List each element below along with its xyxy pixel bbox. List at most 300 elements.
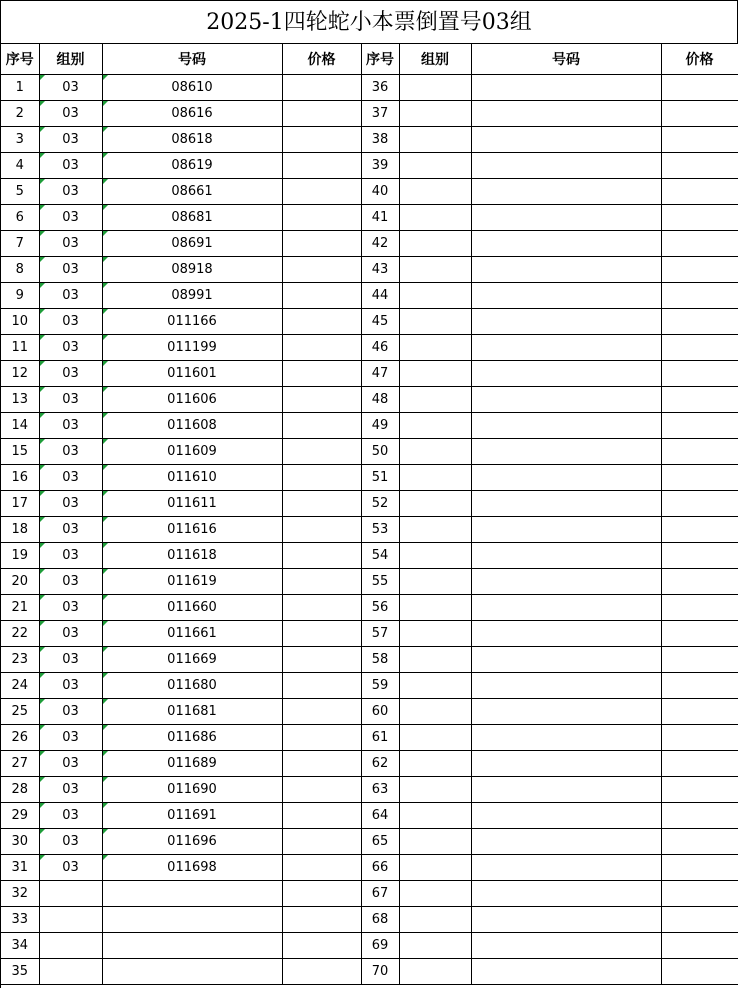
cell-right-code[interactable] [471, 309, 661, 335]
cell-right-group[interactable] [399, 569, 471, 595]
cell-left-price[interactable] [282, 595, 361, 621]
cell-right-price[interactable] [661, 725, 738, 751]
cell-right-code[interactable] [471, 699, 661, 725]
cell-left-code[interactable]: 08618 [102, 127, 282, 153]
cell-left-group[interactable]: 03 [39, 621, 102, 647]
cell-right-price[interactable] [661, 569, 738, 595]
cell-right-no[interactable]: 65 [361, 829, 399, 855]
cell-right-group[interactable] [399, 725, 471, 751]
cell-left-group[interactable]: 03 [39, 283, 102, 309]
cell-left-code[interactable]: 011696 [102, 829, 282, 855]
cell-left-no[interactable]: 17 [1, 491, 39, 517]
cell-right-group[interactable] [399, 127, 471, 153]
cell-left-no[interactable]: 2 [1, 101, 39, 127]
cell-left-no[interactable]: 27 [1, 751, 39, 777]
cell-right-code[interactable] [471, 855, 661, 881]
cell-right-group[interactable] [399, 751, 471, 777]
cell-left-price[interactable] [282, 699, 361, 725]
cell-right-code[interactable] [471, 517, 661, 543]
table-row [1, 335, 738, 361]
cell-left-group[interactable]: 03 [39, 569, 102, 595]
cell-left-price[interactable] [282, 439, 361, 465]
cell-right-code[interactable] [471, 569, 661, 595]
cell-left-code[interactable]: 011681 [102, 699, 282, 725]
cell-right-code[interactable] [471, 75, 661, 101]
cell-right-price[interactable] [661, 257, 738, 283]
cell-right-group[interactable] [399, 595, 471, 621]
cell-right-price[interactable] [661, 647, 738, 673]
cell-left-code[interactable]: 011619 [102, 569, 282, 595]
cell-right-price[interactable] [661, 309, 738, 335]
cell-right-no[interactable]: 40 [361, 179, 399, 205]
cell-right-price[interactable] [661, 179, 738, 205]
cell-right-no[interactable]: 70 [361, 959, 399, 985]
cell-right-price[interactable] [661, 283, 738, 309]
cell-right-price[interactable] [661, 101, 738, 127]
cell-left-no[interactable]: 12 [1, 361, 39, 387]
cell-left-price[interactable] [282, 465, 361, 491]
cell-right-code[interactable] [471, 803, 661, 829]
cell-right-no[interactable]: 64 [361, 803, 399, 829]
cell-left-price[interactable] [282, 387, 361, 413]
cell-left-group[interactable]: 03 [39, 257, 102, 283]
cell-right-group[interactable] [399, 543, 471, 569]
cell-right-code[interactable] [471, 231, 661, 257]
cell-left-code[interactable]: 08991 [102, 283, 282, 309]
cell-left-group[interactable]: 03 [39, 387, 102, 413]
cell-left-code[interactable]: 08619 [102, 153, 282, 179]
cell-right-code[interactable] [471, 439, 661, 465]
header-right-no: 序号 [361, 44, 399, 75]
cell-right-code[interactable] [471, 777, 661, 803]
cell-right-no[interactable]: 49 [361, 413, 399, 439]
table-row [1, 595, 738, 621]
cell-right-code[interactable] [471, 491, 661, 517]
table-row [1, 387, 738, 413]
cell-left-no[interactable]: 9 [1, 283, 39, 309]
cell-right-price[interactable] [661, 855, 738, 881]
cell-left-no[interactable]: 23 [1, 647, 39, 673]
cell-right-code[interactable] [471, 127, 661, 153]
cell-left-code[interactable]: 011669 [102, 647, 282, 673]
cell-left-code[interactable] [102, 907, 282, 933]
cell-left-price[interactable] [282, 803, 361, 829]
cell-left-group[interactable]: 03 [39, 491, 102, 517]
cell-right-code[interactable] [471, 335, 661, 361]
cell-left-price[interactable] [282, 75, 361, 101]
table-row [1, 361, 738, 387]
cell-left-price[interactable] [282, 361, 361, 387]
cell-left-group[interactable]: 03 [39, 413, 102, 439]
cell-right-price[interactable] [661, 543, 738, 569]
cell-right-group[interactable] [399, 153, 471, 179]
cell-left-no[interactable]: 35 [1, 959, 39, 985]
cell-left-price[interactable] [282, 855, 361, 881]
cell-left-code[interactable]: 08661 [102, 179, 282, 205]
cell-left-group[interactable]: 03 [39, 179, 102, 205]
cell-left-no[interactable]: 29 [1, 803, 39, 829]
table-row [1, 673, 738, 699]
cell-left-price[interactable] [282, 621, 361, 647]
cell-left-code[interactable]: 08691 [102, 231, 282, 257]
cell-right-price[interactable] [661, 907, 738, 933]
cell-left-price[interactable] [282, 309, 361, 335]
cell-right-price[interactable] [661, 335, 738, 361]
cell-right-code[interactable] [471, 881, 661, 907]
cell-right-no[interactable]: 56 [361, 595, 399, 621]
cell-right-no[interactable]: 69 [361, 933, 399, 959]
cell-right-group[interactable] [399, 465, 471, 491]
cell-right-no[interactable]: 66 [361, 855, 399, 881]
cell-right-price[interactable] [661, 413, 738, 439]
cell-left-code[interactable]: 011618 [102, 543, 282, 569]
cell-left-no[interactable]: 28 [1, 777, 39, 803]
cell-left-no[interactable]: 3 [1, 127, 39, 153]
cell-right-price[interactable] [661, 751, 738, 777]
cell-right-group[interactable] [399, 179, 471, 205]
cell-left-code[interactable]: 011606 [102, 387, 282, 413]
cell-left-no[interactable]: 26 [1, 725, 39, 751]
cell-right-no[interactable]: 45 [361, 309, 399, 335]
cell-left-code[interactable]: 011166 [102, 309, 282, 335]
cell-right-group[interactable] [399, 933, 471, 959]
cell-right-group[interactable] [399, 673, 471, 699]
cell-right-code[interactable] [471, 283, 661, 309]
cell-left-code[interactable]: 011609 [102, 439, 282, 465]
cell-right-group[interactable] [399, 881, 471, 907]
cell-right-price[interactable] [661, 387, 738, 413]
cell-right-group[interactable] [399, 413, 471, 439]
cell-left-no[interactable]: 13 [1, 387, 39, 413]
cell-left-no[interactable]: 8 [1, 257, 39, 283]
cell-left-price[interactable] [282, 205, 361, 231]
cell-left-price[interactable] [282, 725, 361, 751]
cell-right-no[interactable]: 55 [361, 569, 399, 595]
cell-right-code[interactable] [471, 465, 661, 491]
ticket-table [1, 44, 738, 985]
cell-left-code[interactable]: 011661 [102, 621, 282, 647]
table-row [1, 465, 738, 491]
cell-left-code[interactable] [102, 959, 282, 985]
cell-left-no[interactable]: 5 [1, 179, 39, 205]
cell-right-code[interactable] [471, 621, 661, 647]
cell-left-no[interactable]: 24 [1, 673, 39, 699]
cell-left-group[interactable]: 03 [39, 725, 102, 751]
cell-right-price[interactable] [661, 153, 738, 179]
cell-left-group[interactable]: 03 [39, 101, 102, 127]
cell-left-price[interactable] [282, 543, 361, 569]
table-row [1, 127, 738, 153]
cell-right-code[interactable] [471, 595, 661, 621]
cell-left-code[interactable]: 011691 [102, 803, 282, 829]
cell-left-group[interactable]: 03 [39, 127, 102, 153]
table-row [1, 647, 738, 673]
cell-left-group[interactable]: 03 [39, 673, 102, 699]
cell-right-code[interactable] [471, 153, 661, 179]
cell-left-price[interactable] [282, 231, 361, 257]
cell-left-no[interactable]: 33 [1, 907, 39, 933]
cell-left-no[interactable]: 4 [1, 153, 39, 179]
cell-right-group[interactable] [399, 257, 471, 283]
cell-left-no[interactable]: 16 [1, 465, 39, 491]
table-row [1, 491, 738, 517]
cell-left-code[interactable]: 011690 [102, 777, 282, 803]
cell-right-group[interactable] [399, 855, 471, 881]
cell-left-code[interactable]: 011660 [102, 595, 282, 621]
cell-right-no[interactable]: 44 [361, 283, 399, 309]
cell-right-no[interactable]: 50 [361, 439, 399, 465]
cell-right-group[interactable] [399, 699, 471, 725]
cell-left-group[interactable]: 03 [39, 829, 102, 855]
cell-left-code[interactable]: 011686 [102, 725, 282, 751]
cell-right-code[interactable] [471, 205, 661, 231]
cell-left-price[interactable] [282, 751, 361, 777]
cell-right-group[interactable] [399, 283, 471, 309]
cell-right-no[interactable]: 59 [361, 673, 399, 699]
cell-left-price[interactable] [282, 907, 361, 933]
cell-right-group[interactable] [399, 231, 471, 257]
cell-left-price[interactable] [282, 491, 361, 517]
cell-right-code[interactable] [471, 959, 661, 985]
cell-right-no[interactable]: 60 [361, 699, 399, 725]
cell-left-group[interactable]: 03 [39, 205, 102, 231]
cell-left-no[interactable]: 7 [1, 231, 39, 257]
table-row [1, 179, 738, 205]
cell-left-price[interactable] [282, 127, 361, 153]
cell-left-code[interactable] [102, 933, 282, 959]
cell-left-code[interactable]: 08610 [102, 75, 282, 101]
cell-right-group[interactable] [399, 361, 471, 387]
cell-left-price[interactable] [282, 101, 361, 127]
cell-right-price[interactable] [661, 699, 738, 725]
cell-right-code[interactable] [471, 179, 661, 205]
cell-left-no[interactable]: 31 [1, 855, 39, 881]
cell-left-group[interactable]: 03 [39, 517, 102, 543]
cell-left-group[interactable]: 03 [39, 465, 102, 491]
cell-left-group[interactable]: 03 [39, 543, 102, 569]
cell-left-no[interactable]: 1 [1, 75, 39, 101]
table-row [1, 907, 738, 933]
cell-left-code[interactable]: 011680 [102, 673, 282, 699]
cell-left-price[interactable] [282, 413, 361, 439]
cell-right-no[interactable]: 52 [361, 491, 399, 517]
cell-right-price[interactable] [661, 829, 738, 855]
cell-left-group[interactable]: 03 [39, 595, 102, 621]
cell-left-code[interactable]: 08918 [102, 257, 282, 283]
cell-left-group[interactable]: 03 [39, 361, 102, 387]
cell-left-no[interactable]: 30 [1, 829, 39, 855]
cell-right-price[interactable] [661, 777, 738, 803]
cell-left-price[interactable] [282, 153, 361, 179]
cell-right-group[interactable] [399, 777, 471, 803]
cell-left-no[interactable]: 10 [1, 309, 39, 335]
cell-right-code[interactable] [471, 413, 661, 439]
cell-right-group[interactable] [399, 335, 471, 361]
cell-left-group[interactable]: 03 [39, 153, 102, 179]
cell-left-no[interactable]: 25 [1, 699, 39, 725]
cell-right-no[interactable]: 63 [361, 777, 399, 803]
cell-right-price[interactable] [661, 205, 738, 231]
table-row [1, 959, 738, 985]
cell-left-group[interactable]: 03 [39, 231, 102, 257]
cell-right-no[interactable]: 38 [361, 127, 399, 153]
cell-left-code[interactable] [102, 881, 282, 907]
cell-right-no[interactable]: 54 [361, 543, 399, 569]
cell-right-no[interactable]: 41 [361, 205, 399, 231]
cell-left-no[interactable]: 34 [1, 933, 39, 959]
cell-right-code[interactable] [471, 361, 661, 387]
cell-right-group[interactable] [399, 205, 471, 231]
cell-left-price[interactable] [282, 257, 361, 283]
cell-right-no[interactable]: 46 [361, 335, 399, 361]
cell-left-group[interactable] [39, 959, 102, 985]
cell-left-price[interactable] [282, 647, 361, 673]
cell-left-code[interactable]: 011616 [102, 517, 282, 543]
cell-right-group[interactable] [399, 829, 471, 855]
cell-right-group[interactable] [399, 101, 471, 127]
cell-right-price[interactable] [661, 517, 738, 543]
cell-right-code[interactable] [471, 907, 661, 933]
cell-left-group[interactable]: 03 [39, 647, 102, 673]
cell-left-code[interactable]: 011698 [102, 855, 282, 881]
cell-left-price[interactable] [282, 829, 361, 855]
cell-right-price[interactable] [661, 933, 738, 959]
cell-right-price[interactable] [661, 673, 738, 699]
cell-right-price[interactable] [661, 491, 738, 517]
cell-left-no[interactable]: 6 [1, 205, 39, 231]
cell-right-no[interactable]: 39 [361, 153, 399, 179]
cell-right-price[interactable] [661, 127, 738, 153]
cell-left-group[interactable] [39, 933, 102, 959]
cell-left-no[interactable]: 15 [1, 439, 39, 465]
table-row [1, 777, 738, 803]
cell-right-group[interactable] [399, 517, 471, 543]
cell-right-group[interactable] [399, 387, 471, 413]
cell-left-price[interactable] [282, 673, 361, 699]
cell-left-code[interactable]: 08681 [102, 205, 282, 231]
cell-left-no[interactable]: 21 [1, 595, 39, 621]
cell-left-price[interactable] [282, 881, 361, 907]
cell-right-no[interactable]: 36 [361, 75, 399, 101]
cell-left-no[interactable]: 11 [1, 335, 39, 361]
cell-right-code[interactable] [471, 751, 661, 777]
cell-right-price[interactable] [661, 959, 738, 985]
cell-right-code[interactable] [471, 647, 661, 673]
cell-right-no[interactable]: 53 [361, 517, 399, 543]
cell-right-no[interactable]: 57 [361, 621, 399, 647]
cell-right-price[interactable] [661, 881, 738, 907]
cell-left-code[interactable]: 08616 [102, 101, 282, 127]
cell-left-price[interactable] [282, 933, 361, 959]
cell-left-code[interactable]: 011689 [102, 751, 282, 777]
cell-left-price[interactable] [282, 569, 361, 595]
cell-right-no[interactable]: 42 [361, 231, 399, 257]
cell-left-group[interactable] [39, 907, 102, 933]
cell-left-group[interactable]: 03 [39, 855, 102, 881]
cell-right-no[interactable]: 43 [361, 257, 399, 283]
cell-right-group[interactable] [399, 803, 471, 829]
cell-left-no[interactable]: 22 [1, 621, 39, 647]
cell-right-code[interactable] [471, 673, 661, 699]
cell-right-group[interactable] [399, 621, 471, 647]
cell-left-price[interactable] [282, 959, 361, 985]
cell-left-price[interactable] [282, 179, 361, 205]
cell-left-no[interactable]: 14 [1, 413, 39, 439]
cell-left-no[interactable]: 32 [1, 881, 39, 907]
header-left-group: 组别 [39, 44, 102, 75]
cell-right-group[interactable] [399, 75, 471, 101]
header-left-code: 号码 [102, 44, 282, 75]
table-row [1, 881, 738, 907]
cell-right-code[interactable] [471, 387, 661, 413]
cell-left-code[interactable]: 011608 [102, 413, 282, 439]
cell-left-group[interactable]: 03 [39, 803, 102, 829]
cell-right-price[interactable] [661, 803, 738, 829]
cell-right-no[interactable]: 48 [361, 387, 399, 413]
cell-right-price[interactable] [661, 621, 738, 647]
cell-right-code[interactable] [471, 257, 661, 283]
cell-right-price[interactable] [661, 595, 738, 621]
cell-left-no[interactable]: 19 [1, 543, 39, 569]
cell-right-price[interactable] [661, 231, 738, 257]
cell-left-code[interactable]: 011199 [102, 335, 282, 361]
cell-right-group[interactable] [399, 959, 471, 985]
cell-left-group[interactable]: 03 [39, 777, 102, 803]
cell-left-group[interactable]: 03 [39, 309, 102, 335]
cell-left-group[interactable]: 03 [39, 335, 102, 361]
table-row [1, 257, 738, 283]
cell-left-code[interactable]: 011601 [102, 361, 282, 387]
cell-right-no[interactable]: 61 [361, 725, 399, 751]
cell-right-code[interactable] [471, 933, 661, 959]
cell-right-price[interactable] [661, 75, 738, 101]
cell-left-group[interactable] [39, 881, 102, 907]
cell-right-price[interactable] [661, 361, 738, 387]
cell-right-no[interactable]: 47 [361, 361, 399, 387]
cell-right-group[interactable] [399, 309, 471, 335]
cell-right-no[interactable]: 68 [361, 907, 399, 933]
cell-left-price[interactable] [282, 517, 361, 543]
cell-left-group[interactable]: 03 [39, 439, 102, 465]
cell-right-group[interactable] [399, 647, 471, 673]
cell-left-group[interactable]: 03 [39, 751, 102, 777]
cell-right-code[interactable] [471, 829, 661, 855]
cell-right-code[interactable] [471, 725, 661, 751]
cell-right-group[interactable] [399, 491, 471, 517]
cell-right-code[interactable] [471, 101, 661, 127]
cell-left-code[interactable]: 011611 [102, 491, 282, 517]
cell-right-code[interactable] [471, 543, 661, 569]
cell-left-code[interactable]: 011610 [102, 465, 282, 491]
cell-right-no[interactable]: 37 [361, 101, 399, 127]
cell-right-no[interactable]: 58 [361, 647, 399, 673]
cell-right-group[interactable] [399, 439, 471, 465]
cell-left-no[interactable]: 20 [1, 569, 39, 595]
cell-left-price[interactable] [282, 777, 361, 803]
cell-right-no[interactable]: 62 [361, 751, 399, 777]
cell-right-no[interactable]: 51 [361, 465, 399, 491]
cell-left-group[interactable]: 03 [39, 75, 102, 101]
header-left-price: 价格 [282, 44, 361, 75]
cell-left-group[interactable]: 03 [39, 699, 102, 725]
cell-right-price[interactable] [661, 439, 738, 465]
cell-right-price[interactable] [661, 465, 738, 491]
cell-left-price[interactable] [282, 283, 361, 309]
cell-left-no[interactable]: 18 [1, 517, 39, 543]
cell-left-price[interactable] [282, 335, 361, 361]
cell-right-no[interactable]: 67 [361, 881, 399, 907]
cell-right-group[interactable] [399, 907, 471, 933]
